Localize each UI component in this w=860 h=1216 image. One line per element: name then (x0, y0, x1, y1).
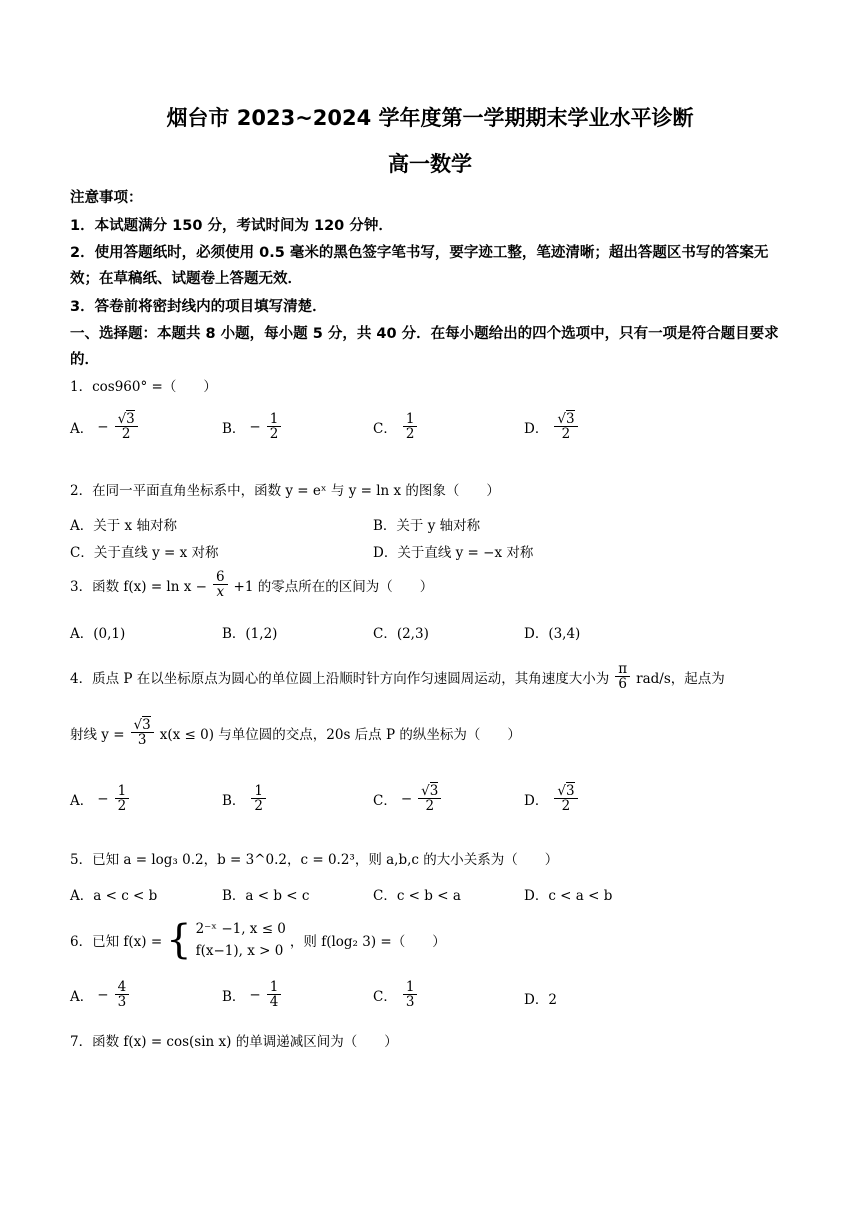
brace-glyph: { (166, 917, 192, 963)
notes-heading: 注意事项： (70, 190, 143, 206)
question-2-stem: 2．在同一平面直角坐标系中，函数 y = eˣ 与 y = ln x 的图象（ ） (70, 483, 500, 499)
option-letter: A． (70, 420, 94, 437)
note-item-2: 2．使用答题纸时，必须使用 0.5 毫米的黑色签字笔书写，要字迹工整，笔迹清晰；超出答题区书写的答案无效；在草稿纸、试题卷上答题无效． (70, 245, 769, 287)
q6-option-c: C． $\frac{1}{3}$ (373, 980, 419, 1009)
q2-option-d: D．关于直线 y = −x 对称 (373, 545, 534, 561)
q1-option-c: C． $\frac{1}{2}$ (373, 412, 419, 441)
option-letter: D． (524, 420, 549, 437)
option-letter: C． (373, 420, 397, 437)
question-6-stem: 6．已知 f(x) = { 2⁻ˣ −1, x ≤ 0 f(x−1), x > 0 ，则 f(log₂ 3) =（ ） (70, 917, 446, 963)
q3-option-b: B．(1,2) (222, 626, 278, 642)
question-4-stem-line1: 4．质点 P 在以坐标原点为圆心的单位圆上沿顺时针方向作匀速圆周运动，其角速度大小为 $\frac{\pi}{6}$ rad/s，起点为 (70, 661, 725, 693)
q5-option-b: B．a < b < c (222, 888, 310, 904)
piecewise-cases: 2⁻ˣ −1, x ≤ 0 f(x−1), x > 0 (195, 921, 286, 959)
q4-option-d: D． $\frac{√3}{2}$ (524, 784, 580, 813)
q3-option-d: D．(3,4) (524, 626, 581, 642)
question-4-stem-line2: 射线 y = $\frac{√3}{3}$ x(x ≤ 0) 与单位圆的交点，20s 后点 P 的纵坐标为（ ） (70, 717, 521, 749)
q5-option-d: D．c < a < b (524, 888, 613, 904)
q1-option-b: B． − $\frac{1}{2}$ (222, 412, 283, 441)
q3-option-c: C．(2,3) (373, 626, 429, 642)
q2-option-c: C．关于直线 y = x 对称 (70, 545, 219, 561)
exam-subtitle: 高一数学 (388, 152, 472, 176)
q5-option-a: A．a < c < b (70, 888, 158, 904)
q5-option-c: C．c < b < a (373, 888, 461, 904)
q1-option-a: A． − $\frac{√3}{2}$ (70, 412, 140, 441)
q2-option-a: A．关于 x 轴对称 (70, 518, 177, 534)
q6-option-d: D．2 (524, 992, 557, 1008)
q6-option-a: A． − $\frac{4}{3}$ (70, 980, 131, 1009)
q4-option-b: B． $\frac{1}{2}$ (222, 784, 268, 813)
q1-option-d: D． $\frac{√3}{2}$ (524, 412, 580, 441)
question-1-stem: 1．cos960° =（ ） (70, 379, 217, 395)
section-heading: 一、选择题：本题共 8 小题，每小题 5 分，共 40 分．在每小题给出的四个选项中，只有一项是符合题目要求的． (70, 326, 779, 368)
q2-option-b: B．关于 y 轴对称 (373, 518, 481, 534)
q6-option-b: B． − $\frac{1}{4}$ (222, 980, 283, 1009)
q4-option-c: C． − $\frac{√3}{2}$ (373, 784, 443, 813)
q4-option-a: A． − $\frac{1}{2}$ (70, 784, 131, 813)
q3-option-a: A．(0,1) (70, 626, 126, 642)
exam-title: 烟台市 2023~2024 学年度第一学期期末学业水平诊断 (166, 106, 694, 130)
question-7-stem: 7．函数 f(x) = cos(sin x) 的单调递减区间为（ ） (70, 1034, 398, 1050)
note-item-3: 3．答卷前将密封线内的项目填写清楚． (70, 299, 327, 315)
question-5-stem: 5．已知 a = log₃ 0.2，b = 3^0.2，c = 0.2³，则 a,b,c 的大小关系为（ ） (70, 852, 559, 868)
option-letter: B． (222, 420, 246, 437)
note-item-1: 1．本试题满分 150 分，考试时间为 120 分钟． (70, 218, 393, 234)
question-3-stem: 3．函数 f(x) = ln x − $\frac{6}{x}$ +1 的零点所在的区间为（ ） (70, 569, 434, 601)
